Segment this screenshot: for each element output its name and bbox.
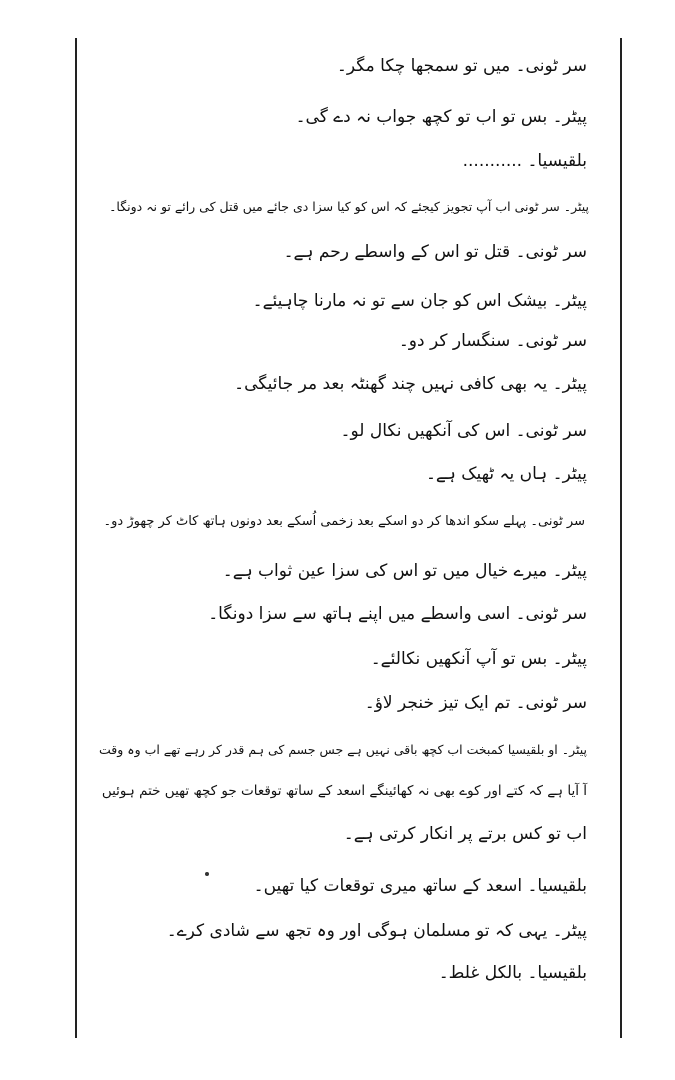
dialogue-line-14: پیٹر۔ بس تو آپ آنکھیں نکالئے۔ bbox=[370, 649, 587, 669]
dialogue-line-3: بلقیسیا۔ ........... bbox=[462, 151, 587, 171]
dialogue-line-17: آ آیا ہے کہ کتے اور کوے بھی نہ کھائینگے اسعد کے ساتھ توقعات جو کچھ تھیں ختم ہوئیں bbox=[101, 783, 587, 799]
dialogue-line-13: سر ٹونی۔ اسی واسطے میں اپنے ہاتھ سے سزا دونگا۔ bbox=[208, 604, 587, 624]
dialogue-line-2: پیٹر۔ بس تو اب تو کچھ جواب نہ دے گی۔ bbox=[295, 107, 587, 127]
dialogue-line-16: پیٹر۔ او بلقیسیا کمبخت اب کچھ باقی نہیں ہے جس جسم کی ہم قدر کر رہے تھے اب وہ وقت bbox=[99, 742, 587, 757]
dialogue-line-12: پیٹر۔ میرے خیال میں تو اس کی سزا عین ثواب ہے۔ bbox=[222, 561, 587, 581]
dialogue-line-8: پیٹر۔ یہ بھی کافی نہیں چند گھنٹہ بعد مر جائیگی۔ bbox=[234, 374, 587, 394]
dialogue-line-6: پیٹر۔ بیشک اس کو جان سے تو نہ مارنا چاہیئے۔ bbox=[252, 291, 587, 311]
dialogue-line-11: سر ٹونی۔ پہلے سکو اندھا کر دو اسکے بعد زخمی اُسکے بعد دونوں ہاتھ کاٹ کر چھوڑ دو۔ bbox=[103, 514, 585, 529]
dialogue-line-10: پیٹر۔ ہاں یہ ٹھیک ہے۔ bbox=[425, 464, 587, 484]
dialogue-line-7: سر ٹونی۔ سنگسار کر دو۔ bbox=[398, 331, 587, 351]
dialogue-line-18: اب تو کس برتے پر انکار کرتی ہے۔ bbox=[343, 824, 587, 844]
dialogue-line-20: پیٹر۔ یہی کہ تو مسلمان ہوگی اور وہ تجھ سے شادی کرے۔ bbox=[166, 921, 587, 941]
dialogue-line-9: سر ٹونی۔ اس کی آنکھیں نکال لو۔ bbox=[340, 421, 587, 441]
dialogue-line-1: سر ٹونی۔ میں تو سمجھا چکا مگر۔ bbox=[336, 56, 587, 76]
ink-speck bbox=[205, 872, 209, 876]
dialogue-line-4: پیٹر۔ سر ٹونی اب آپ تجویز کیجئے کہ اس کو کیا سزا دی جائے میں قتل کی رائے تو نہ دونگا۔ bbox=[109, 199, 589, 214]
dialogue-line-21: بلقیسیا۔ بالکل غلط۔ bbox=[438, 963, 587, 983]
dialogue-line-15: سر ٹونی۔ تم ایک تیز خنجر لاؤ۔ bbox=[364, 693, 587, 713]
dialogue-line-5: سر ٹونی۔ قتل تو اس کے واسطے رحم ہے۔ bbox=[283, 242, 587, 262]
dialogue-line-19: بلقیسیا۔ اسعد کے ساتھ میری توقعات کیا تھیں۔ bbox=[253, 876, 587, 896]
